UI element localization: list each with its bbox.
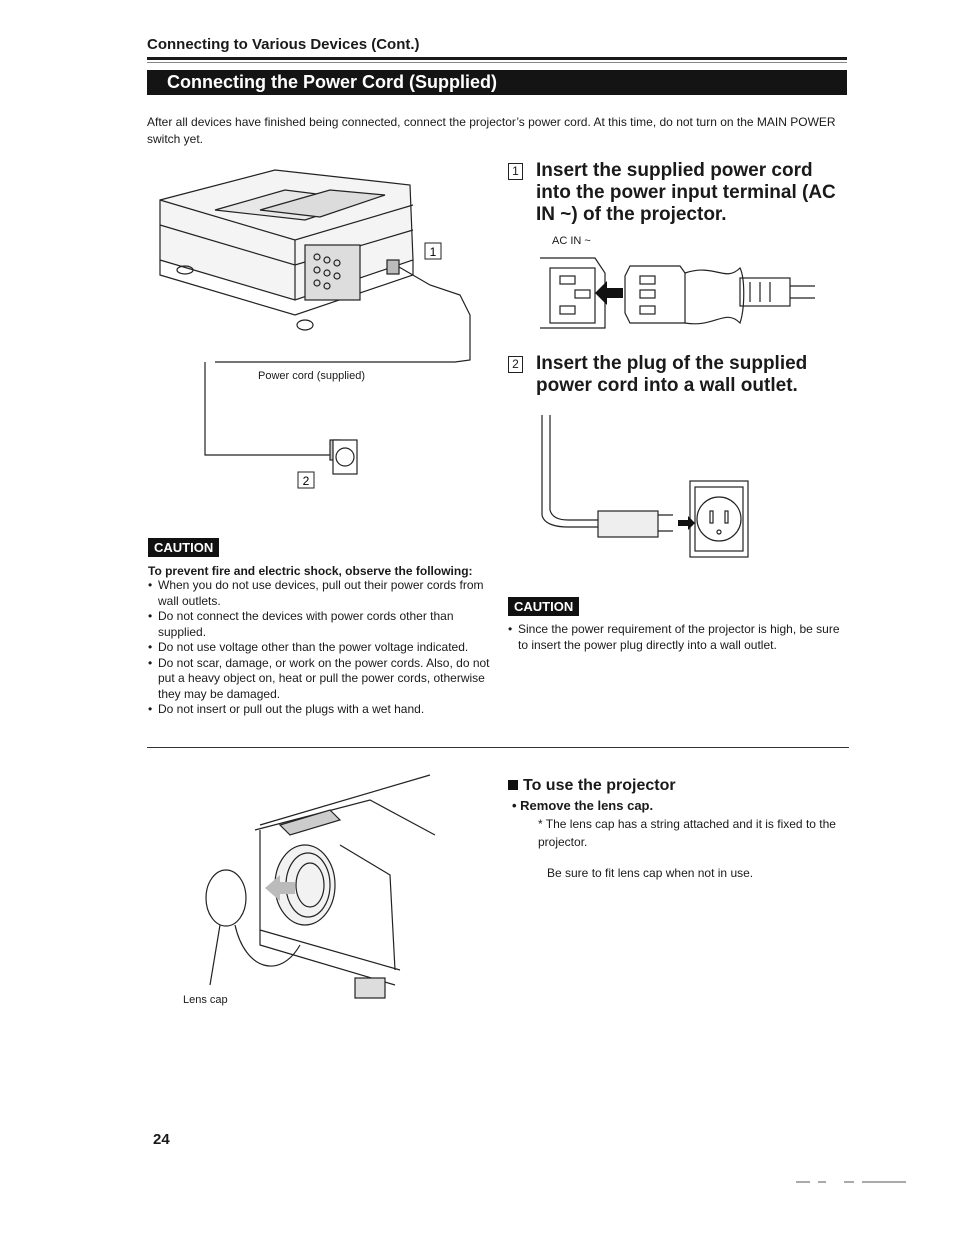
step-1-title xyxy=(512,160,850,226)
page-title: Connecting the Power Cord (Supplied) xyxy=(167,72,497,92)
caution-left xyxy=(148,538,219,557)
use-heading-text: To use the projector xyxy=(523,777,676,794)
lens-cap-illustration xyxy=(190,770,440,1015)
caution-item: • Do not use voltage other than the power voltage indicated. xyxy=(148,640,490,656)
caution-item: • Since the power requirement of the projector is high, be sure to insert the power plug directly into a wall outlet. xyxy=(508,622,850,653)
caution-item: • Do not scar, damage, or work on the power cords. Also, do not put a heavy object on, heat or pull the power cords, otherwise they may be damaged. xyxy=(148,656,490,703)
projector-illustration xyxy=(155,165,475,495)
caution-badge: CAUTION xyxy=(148,538,219,557)
cord-label: Power cord (supplied) xyxy=(258,370,365,382)
step-1-text: Insert the supplied power cord into the power input terminal (AC IN ~) of the projector. xyxy=(536,160,836,225)
use-note: * The lens cap has a string attached and it is fixed to the projector. xyxy=(538,817,836,849)
use-subheading: • Remove the lens cap. xyxy=(512,798,654,813)
use-tip: Be sure to fit lens cap when not in use. xyxy=(547,866,754,880)
header-rule xyxy=(147,57,847,60)
caution-right xyxy=(508,597,579,616)
section-divider xyxy=(147,747,849,748)
callout-2: 2 xyxy=(302,474,310,488)
use-heading xyxy=(508,777,676,795)
ac-in-label: AC IN ~ xyxy=(552,235,591,247)
caution-item: • Do not connect the devices with power cords other than supplied. xyxy=(148,609,490,640)
caution-heading: To prevent fire and electric shock, observe the following: xyxy=(148,564,473,578)
ac-in-illustration xyxy=(535,248,820,333)
square-bullet-icon xyxy=(508,780,518,790)
page-number: 24 xyxy=(153,1131,170,1148)
section-heading: Connecting to Various Devices (Cont.) xyxy=(147,36,420,53)
step-1-number: 1 xyxy=(508,163,523,180)
wall-outlet-illustration xyxy=(538,415,753,560)
caution-badge: CAUTION xyxy=(508,597,579,616)
intro-paragraph: After all devices have finished being connected, connect the projector’s power cord. At this time, do not turn on the MAIN POWER switch yet. xyxy=(147,115,836,146)
scan-mark xyxy=(796,1181,906,1183)
step-2-title xyxy=(512,353,850,397)
header-rule-thin xyxy=(147,62,847,63)
caution-item: • Do not insert or pull out the plugs with a wet hand. xyxy=(148,702,490,718)
callout-1: 1 xyxy=(429,245,437,259)
lens-cap-label: Lens cap xyxy=(183,994,228,1006)
caution-list xyxy=(148,578,490,718)
caution-item: • When you do not use devices, pull out their power cords from wall outlets. xyxy=(148,578,490,609)
caution-list xyxy=(508,622,850,653)
step-2-text: Insert the plug of the supplied power cord into a wall outlet. xyxy=(536,353,808,396)
step-2-number: 2 xyxy=(508,356,523,373)
title-bar xyxy=(147,70,847,95)
